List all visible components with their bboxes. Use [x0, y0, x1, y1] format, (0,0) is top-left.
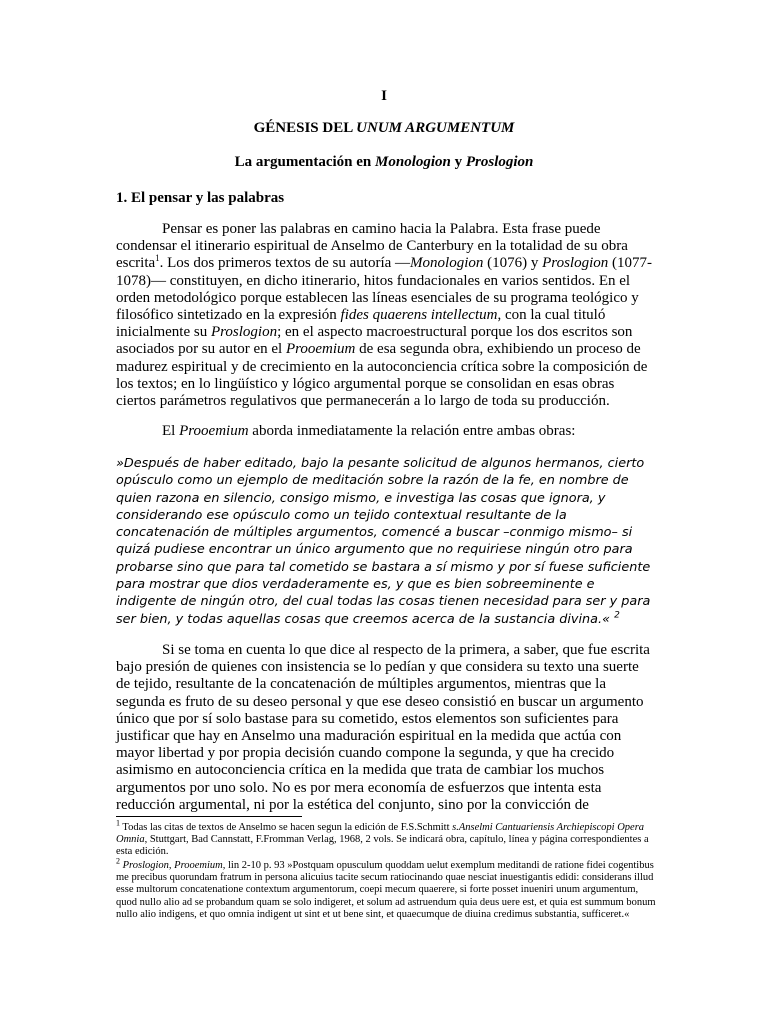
p1-italic-proslogion: Proslogion — [542, 255, 609, 272]
p1-text-5: , con la cual tituló inicialmente su — [116, 307, 606, 341]
p1-text-7: de esa segunda obra, exhibiendo un proceso de madurez espiritual y de crecimiento en la autoconciencia crítica sobre la composición de los textos; en lo lingüístico y lógico argumental porque se consolidan en esas obras ciertos parámetros regulativos que permanecerán a lo largo de toda su producción. — [116, 341, 648, 410]
paragraph-1 — [116, 221, 652, 410]
footnote-1-mark: 1 — [116, 818, 120, 828]
paragraph-3: Si se toma en cuenta lo que dice al respecto de la primera, a saber, que fue escrita bajo presión de quienes con insistencia se lo pedían y que considera su texto una suerte de tejido, resultante de la concatenación de múltiples argumentos, mientras que la segunda es fruto de su deseo personal y que ese deseo consistió en buscar un argumento único que por sí solo bastase para su cometido, estos elementos son suficientes para justificar que hay en Anselmo una maduración espiritual en la medida que actúa con mayor libertad y por propia decisión cuando compone la segunda, y que ha crecido asimismo en autoconciencia crítica en la medida que trata de cambiar los muchos argumentos por uno solo. No es por mera economía de esfuerzos que intenta esta reducción argumental, ni por la estética del conjunto, sino por la convicción de — [116, 642, 650, 813]
p1-text-6: ; en el aspecto macroestructural porque los dos escritos son asociados por su autor en el — [116, 324, 633, 358]
chapter-title-italic: UNUM ARGUMENTUM — [356, 120, 515, 136]
footnote-ref-2[interactable]: 2 — [614, 610, 620, 621]
subtitle-part-a: La argumentación en — [234, 154, 376, 170]
subtitle-proslogion: Proslogion — [465, 154, 534, 170]
footnote-1-italic: s.Anselmi Cantuariensis Archiepiscopi Opera Omnia — [116, 822, 645, 846]
p1-italic-prooemium: Prooemium — [285, 341, 356, 358]
footnote-1-text-2: , Stuttgart, Bad Cannstatt, F.Fromman Verlag, 1968, 2 vols. Se indicará obra, capítulo, línea y página correspondientes a esta edición. — [116, 834, 649, 858]
footnote-1 — [116, 818, 656, 859]
p1-text-3: (1076) y — [483, 255, 543, 272]
footnote-1-text-1: Todas las citas de textos de Anselmo se hacen segun la edición de F.S.Schmitt — [120, 822, 453, 833]
footnote-ref-1[interactable]: 1 — [155, 253, 160, 264]
block-quote — [116, 455, 656, 628]
chapter-subtitle — [0, 154, 768, 171]
subtitle-part-c: y — [450, 154, 466, 170]
chapter-number: I — [381, 88, 387, 104]
quote-text: »Después de haber editado, bajo la pesante solicitud de algunos hermanos, cierto opúsculo como un ejemplo de meditación sobre la razón de la fe, en nombre de quien razona en silencio, consigo mismo, e investiga las cosas que ignora, y considerando ese opúsculo como un tejido contextual resultante de la concatenación de múltiples argumentos, comencé a buscar –conmigo mismo– si quizá pudiese encontrar un único argumento que no requiriese ningún otro para probarse sino que para tal cometido se bastara a sí mismo y por sí fuese suficiente para mostrar que dios verdaderamente es, y que es bien sobreeminente e indigente de ningún otro, del cual todas las cosas tienen necesidad para ser y para ser bien, y todas aquellas cosas que creemos acerca de la sustancia divina.« — [116, 456, 651, 627]
chapter-title — [0, 120, 768, 137]
p1-italic-monologion: Monologion — [410, 255, 484, 272]
footnote-2-mark: 2 — [116, 856, 120, 866]
footnote-2 — [116, 856, 656, 921]
subtitle-monologion: Monologion — [375, 154, 451, 170]
p2-italic-prooemium: Prooemium — [179, 423, 249, 439]
p1-italic-fides: fides quaerens intellectum — [340, 307, 498, 324]
p1-italic-proslogion-2: Proslogion — [210, 324, 278, 341]
section-heading: 1. El pensar y las palabras — [116, 190, 285, 206]
p1-text-2: . Los dos primeros textos de su autoría — — [159, 255, 411, 272]
footnote-separator — [116, 816, 302, 817]
p1-text-4: (1077-1078)— constituyen, en dicho itinerario, hitos fundacionales en varios sentidos. En el orden metodológico porque establecen las líneas esenciales de su programa teológico y filosófico sintetizado en la expresión — [116, 255, 652, 324]
chapter-title-plain: GÉNESIS DEL — [253, 120, 357, 136]
p1-text-1: Pensar es poner las palabras en camino hacia la Palabra. Esta frase puede condensar el itinerario espiritual de Anselmo de Canterbury en la totalidad de su obra escrita — [116, 221, 628, 272]
paragraph-2 — [116, 423, 652, 440]
p2-text-1: El — [162, 423, 180, 439]
footnote-2-text: lin 2-10 p. 93 »Postquam opusculum quoddam uelut exemplum meditandi de ratione fidei cogentibus me precibus quorundam fratrum in persona alicuius tacite secum ratiocinando quae nesciat inuestigantis edidi: considerans illud esse multorum concatenatione contextum argumentorum, coepi mecum quaerere, si forte posset inueniri unum argumentum, quod nullo alio ad se probandum quam se solo indigeret, et solum ad astruendum quia deus uere est, et quia est summum bonum nullo alio indigens, et quo omnia indigent ut sint et ut bene sint, et quaecumque de diuina credimus substantia, sufficeret.« — [116, 860, 656, 920]
p2-text-2: aborda inmediatamente la relación entre ambas obras: — [248, 423, 576, 439]
footnote-2-italic: Proslogion, Prooemium, — [120, 860, 226, 871]
